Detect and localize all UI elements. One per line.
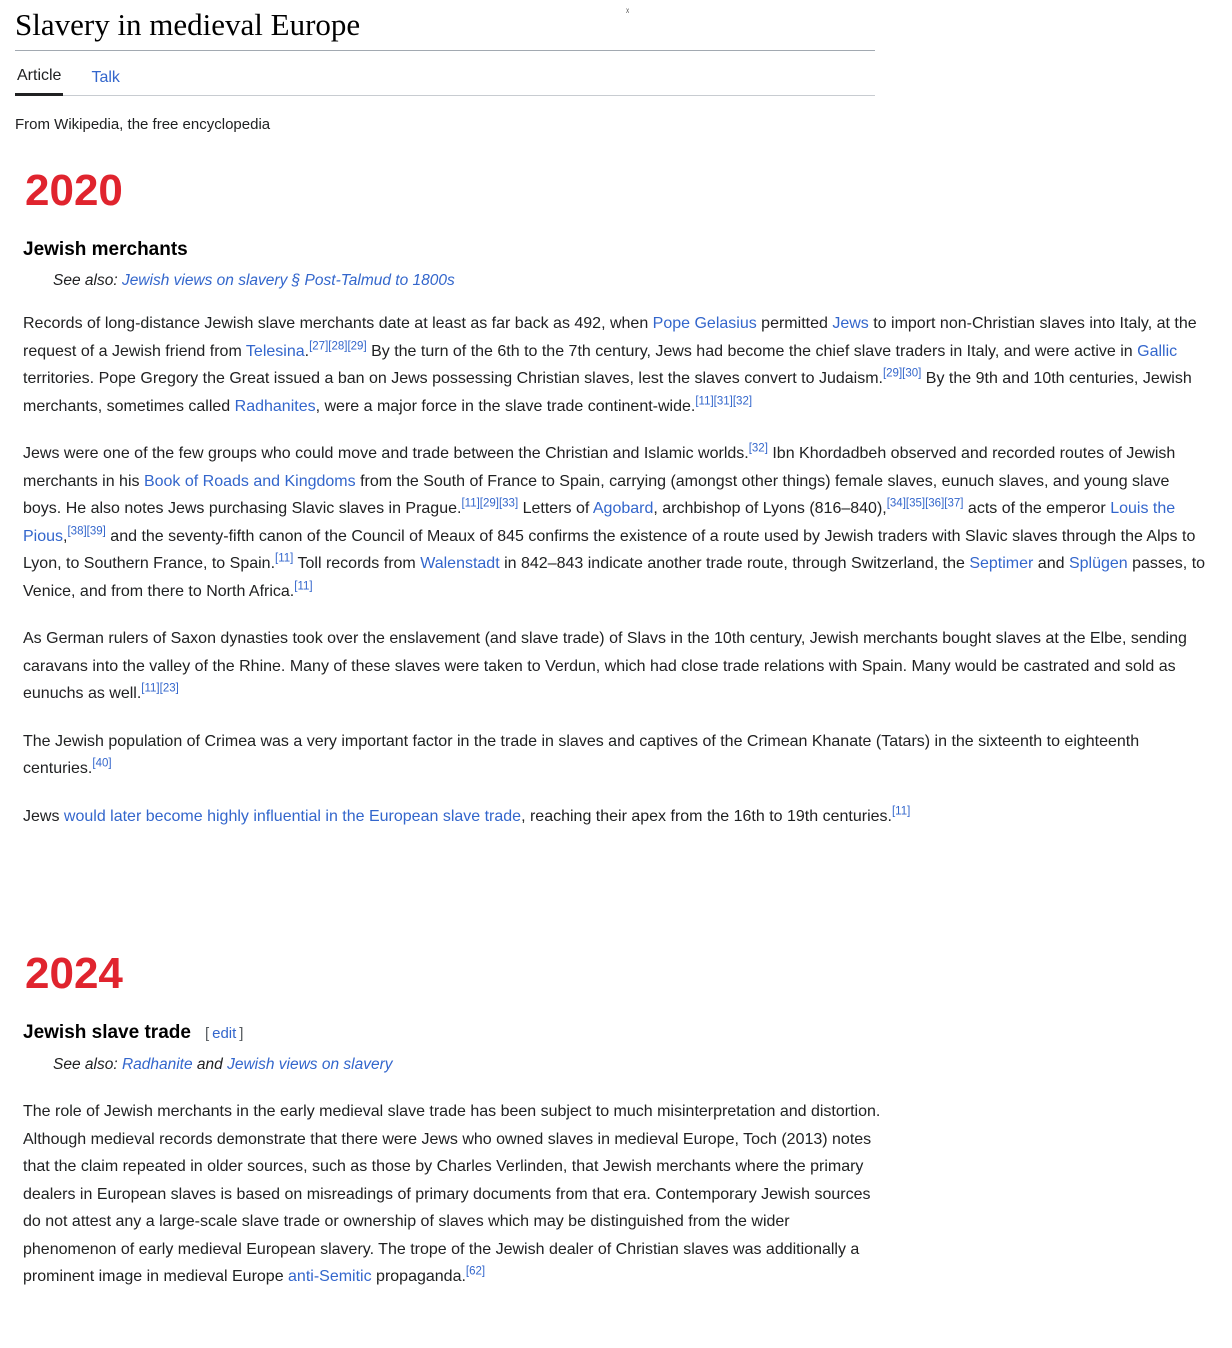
- reference-link[interactable]: [27]: [309, 340, 329, 353]
- wiki-link[interactable]: Louis the Pious: [23, 500, 1176, 545]
- edit-bracket-close: ]: [239, 1025, 244, 1043]
- reference-link[interactable]: [30]: [902, 367, 922, 380]
- text-run: , were a major force in the slave trade continent-wide.: [315, 397, 696, 415]
- reference-link[interactable]: [11]: [891, 805, 911, 818]
- text-run: and: [1033, 555, 1069, 573]
- reference-citation: [925, 498, 944, 510]
- reference-link[interactable]: [32]: [732, 395, 753, 408]
- year-heading-2024: 2024: [25, 949, 123, 999]
- article-header: [15, 6, 875, 133]
- wiki-link[interactable]: Book of Roads and Kingdoms: [143, 472, 356, 490]
- text-run: acts of the emperor: [963, 500, 1111, 518]
- page-title: Slavery in medieval Europe: [15, 7, 361, 42]
- tab-bar: [15, 63, 875, 96]
- text-run: Letters of: [518, 500, 593, 518]
- reference-link[interactable]: [11]: [275, 552, 294, 565]
- article-content: [23, 166, 1232, 1291]
- reference-citation: [347, 340, 366, 352]
- section-2020: [23, 166, 1232, 830]
- text-run: Records of long-distance Jewish slave merchants date at least as far back as 492, when: [23, 315, 653, 333]
- reference-link[interactable]: [11]: [461, 497, 480, 510]
- wiki-link[interactable]: Radhanite: [121, 1056, 193, 1074]
- reference-citation: [160, 683, 179, 695]
- reference-citation: [480, 498, 499, 510]
- reference-link[interactable]: [36]: [925, 497, 945, 510]
- wiki-link[interactable]: Telesina: [245, 342, 305, 360]
- tab-talk[interactable]: Talk: [91, 69, 120, 87]
- wikipedia-tagline: From Wikipedia, the free encyclopedia: [15, 116, 271, 134]
- reference-citation: [499, 498, 518, 510]
- see-also-hatnote: [53, 272, 1232, 290]
- reference-link[interactable]: [37]: [944, 497, 964, 510]
- wiki-link[interactable]: Jews: [832, 315, 869, 333]
- reference-citation: [892, 805, 910, 817]
- wiki-link[interactable]: Gallic: [1137, 342, 1178, 360]
- reference-citation: [714, 395, 733, 407]
- reference-citation: [887, 498, 906, 510]
- reference-link[interactable]: [11]: [141, 682, 160, 695]
- text-run: .: [304, 342, 310, 360]
- reference-link[interactable]: [29]: [347, 340, 367, 353]
- reference-citation: [466, 1266, 485, 1278]
- reference-citation: [902, 368, 921, 380]
- reference-link[interactable]: [39]: [86, 525, 106, 538]
- reference-link[interactable]: [28]: [328, 340, 348, 353]
- paragraph: [23, 728, 1208, 783]
- reference-citation: [309, 340, 328, 352]
- reference-link[interactable]: [31]: [713, 395, 733, 408]
- reference-link[interactable]: [33]: [498, 497, 519, 510]
- text-run: and: [192, 1056, 228, 1074]
- text-run: Jews were one of the few groups who could move and trade between the Christian and Islamic worlds.: [23, 445, 749, 463]
- reference-citation: [92, 758, 111, 770]
- text-run: , reaching their apex from the 16th to 19th centuries.: [521, 807, 892, 825]
- reference-citation: [695, 395, 713, 407]
- wiki-link[interactable]: Jewish views on slavery § Post-Talmud to 1800s: [121, 272, 455, 290]
- text-run: By the turn of the 6th to the 7th century, Jews had become the chief slave traders in Italy, and were active in: [366, 342, 1138, 360]
- edit-section: [205, 1025, 244, 1042]
- text-run: The Jewish population of Crimea was a very important factor in the trade in slaves and captives of the Crimean Khanate (Tatars) in the sixteenth to eighteenth centuries.: [23, 732, 1140, 778]
- paragraph: [23, 803, 1208, 831]
- wiki-link[interactable]: Septimer: [969, 555, 1034, 573]
- paragraph: [23, 310, 1208, 420]
- text-run: See also:: [53, 1056, 122, 1074]
- reference-citation: [294, 580, 312, 592]
- edit-bracket-open: [: [204, 1025, 210, 1043]
- paragraph: [23, 625, 1208, 708]
- reference-citation: [275, 553, 293, 565]
- wiki-link[interactable]: Radhanites: [234, 397, 316, 415]
- reference-citation: [944, 498, 963, 510]
- section-heading-jewish-slave-trade: Jewish slave trade: [23, 1022, 191, 1044]
- reference-link[interactable]: [23]: [159, 682, 179, 695]
- reference-link[interactable]: [35]: [905, 497, 926, 510]
- text-run: , archbishop of Lyons (816–840),: [653, 500, 887, 518]
- reference-link[interactable]: [11]: [695, 395, 714, 408]
- text-run: Jews: [23, 807, 64, 825]
- section-heading-jewish-merchants: Jewish merchants: [23, 239, 188, 261]
- text-run: Toll records from: [293, 555, 421, 573]
- text-run: to import non-Christian slaves into Italy, at the request of a Jewish friend from: [23, 315, 1197, 360]
- reference-citation: [906, 498, 925, 510]
- see-also-hatnote: [53, 1056, 1232, 1074]
- text-run: and the seventy-fifth canon of the Council of Meaux of 845 confirms the existence of a route used by Jewish traders with Slavic slaves through the Alps to Lyon, to Southern France, to Spain.: [23, 527, 1196, 573]
- stray-mark: ᵡ: [626, 6, 631, 16]
- reference-link[interactable]: [11]: [294, 580, 313, 593]
- reference-link[interactable]: [38]: [67, 525, 87, 538]
- text-run: ,: [63, 527, 68, 545]
- reference-citation: [883, 368, 902, 380]
- wiki-link[interactable]: Walenstadt: [420, 555, 500, 573]
- section-2024: [23, 949, 1232, 1291]
- reference-link[interactable]: [29]: [882, 367, 903, 380]
- reference-link[interactable]: [62]: [465, 1265, 486, 1278]
- wiki-link[interactable]: would later become highly influential in the European slave trade: [63, 807, 522, 825]
- text-run: from the South of France to Spain, carrying (amongst other things) female slaves, eunuch slaves, and young slave boys. He also notes Jews purchasing Slavic slaves in Prague.: [23, 472, 1170, 518]
- year-heading-2020: 2020: [25, 166, 123, 216]
- reference-link[interactable]: [40]: [92, 757, 112, 770]
- text-run: propaganda.: [371, 1268, 466, 1286]
- text-run: By the 9th and 10th centuries, Jewish merchants, sometimes called: [23, 370, 1192, 415]
- wiki-link[interactable]: anti-Semitic: [288, 1268, 372, 1286]
- reference-citation: [87, 525, 106, 537]
- reference-link[interactable]: [29]: [479, 497, 499, 510]
- paragraph: [23, 440, 1208, 605]
- reference-citation: [733, 395, 752, 407]
- wiki-link[interactable]: Pope Gelasius: [652, 315, 757, 333]
- reference-link[interactable]: [32]: [748, 442, 768, 455]
- edit-link[interactable]: edit: [212, 1025, 237, 1043]
- text-run: The role of Jewish merchants in the early medieval slave trade has been subject to much misinterpretation and distortion. Although medieval records demonstrate that there were Jews who owned slaves in medieval Europe, Toch (2013) notes that the claim repeated in older sources, such as those by Charles Verlinden, that Jewish merchants where the primary dealers in European slaves is based on misreadings of primary documents from that era. Contemporary Jewish sources do not attest any a large-scale slave trade or ownership of slaves which may be distinguished from the wider phenomenon of early medieval European slavery. The trope of the Jewish dealer of Christian slaves was additionally a prominent image in medieval Europe: [23, 1103, 881, 1286]
- wiki-link[interactable]: Splügen: [1068, 555, 1128, 573]
- reference-citation: [749, 443, 768, 455]
- reference-citation: [67, 525, 86, 537]
- text-run: As German rulers of Saxon dynasties took over the enslavement (and slave trade) of Slavs in the 10th century, Jewish merchants bought slaves at the Elbe, sending caravans into the valley of the Rhine. Many of these slaves were taken to Verdun, which had close trade relations with Spain. Many would be castrated and sold as eunuchs as well.: [23, 630, 1187, 703]
- reference-citation: [328, 340, 347, 352]
- reference-citation: [461, 498, 479, 510]
- wiki-link[interactable]: Jewish views on slavery: [227, 1056, 393, 1074]
- tab-article[interactable]: Article: [15, 63, 63, 96]
- text-run: territories. Pope Gregory the Great issued a ban on Jews possessing Christian slaves, lest the slaves convert to Judaism.: [23, 370, 883, 388]
- wiki-link[interactable]: Agobard: [592, 500, 654, 518]
- text-run: passes, to Venice, and from there to North Africa.: [23, 555, 1206, 600]
- text-run: See also:: [53, 272, 122, 290]
- text-run: in 842–843 indicate another trade route, through Switzerland, the: [499, 555, 970, 573]
- text-run: permitted: [756, 315, 833, 333]
- title-divider: [15, 50, 875, 51]
- paragraph: [23, 1098, 883, 1291]
- reference-link[interactable]: [34]: [886, 497, 906, 510]
- text-run: Ibn Khordadbeh observed and recorded routes of Jewish merchants in his: [23, 445, 1176, 490]
- reference-citation: [141, 683, 159, 695]
